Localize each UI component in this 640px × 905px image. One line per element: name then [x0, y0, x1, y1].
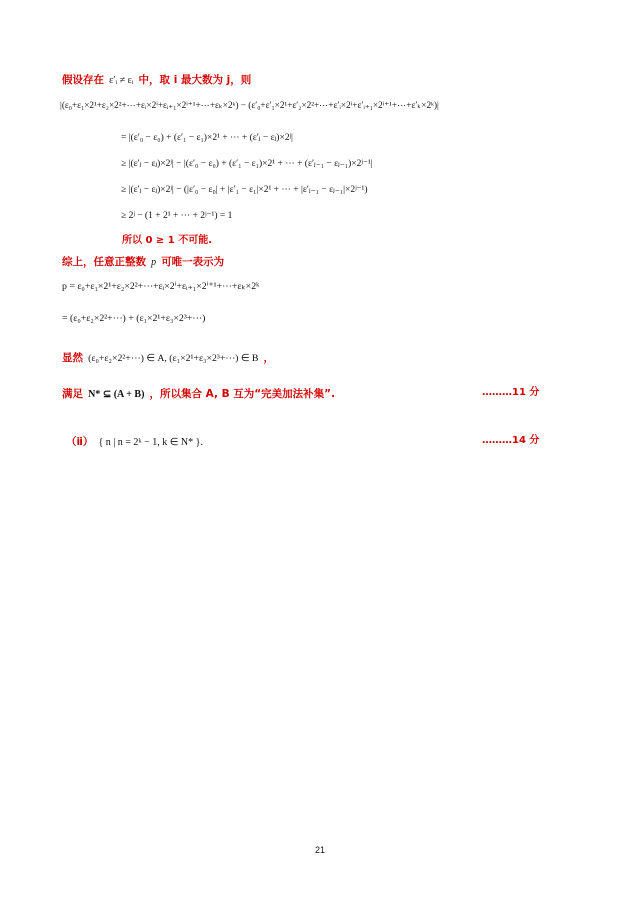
assumption-suffix: 中，取 i 最大数为 j，则 — [138, 74, 252, 86]
obviously-line — [62, 346, 274, 365]
part-ii-line — [66, 430, 203, 449]
obviously-expression: (ε₀+ε₂×2²+⋯) ∈ A, (ε₁×2¹+ε₃×2³+⋯) ∈ B — [88, 353, 259, 364]
summary-suffix: 可唯一表示为 — [161, 256, 225, 268]
score-marker-14: ………14 分 — [482, 435, 540, 446]
derivation-step-1: = |(ε′₀ − ε₀) + (ε′₁ − ε₁)×2¹ + ⋯ + (ε′ⱼ − εⱼ)×2ʲ| — [121, 133, 293, 143]
summary-prefix: 综上，任意正整数 — [62, 256, 146, 268]
contradiction-text: 所以 0 ≥ 1 不可能. — [122, 235, 213, 246]
conclusion-suffix: ，所以集合 A, B 互为“完美加法补集”. — [149, 388, 336, 400]
p-representation: p = ε₀+ε₁×2¹+ε₂×2²+⋯+εᵢ×2ⁱ+εᵢ₊₁×2ⁱ⁺¹+⋯+εₖ×2ᵏ — [62, 281, 260, 292]
derivation-step-3: ≥ |(ε′ⱼ − εⱼ)×2ʲ| − (|ε′₀ − ε₀| + |ε′₁ − ε₁|×2¹ + ⋯ + |ε′ⱼ₋₁ − εⱼ₋₁|×2ʲ⁻¹) — [121, 185, 368, 195]
part-ii-label: （ⅱ） — [66, 436, 94, 448]
conclusion-prefix: 满足 — [62, 388, 83, 400]
conclusion-expression: N* ⊆ (A + B) — [88, 389, 145, 400]
assumption-prefix: 假设存在 — [62, 74, 104, 86]
absolute-difference-expression: |(ε₀+ε₁×2¹+ε₂×2²+⋯+εᵢ×2ⁱ+εᵢ₊₁×2ⁱ⁺¹+⋯+εₖ×2ᵏ) − (ε′₀+ε′₁×2¹+ε′₂×2²+⋯+ε′ᵢ×2ⁱ+ε′ᵢ₊₁×2ⁱ⁺¹+⋯+ε′ₖ×2ᵏ)| — [60, 100, 439, 110]
derivation-step-2: ≥ |(ε′ⱼ − εⱼ)×2ʲ| − |(ε′₀ − ε₀) + (ε′₁ − ε₁)×2¹ + ⋯ + (ε′ⱼ₋₁ − εⱼ₋₁)×2ʲ⁻¹| — [121, 159, 373, 169]
part-ii-answer: { n | n = 2ᵏ − 1, k ∈ N* }. — [98, 437, 203, 448]
p-split-expression: = (ε₀+ε₂×2²+⋯) + (ε₁×2¹+ε₃×2³+⋯) — [62, 313, 206, 324]
page-number: 21 — [314, 845, 325, 855]
conclusion-line — [62, 382, 335, 401]
obviously-prefix: 显然 — [62, 352, 83, 364]
assumption-relation: ε′ᵢ ≠ εᵢ — [109, 75, 134, 86]
assumption-line — [62, 68, 251, 87]
summary-line — [62, 250, 224, 269]
score-marker-11: ………11 分 — [482, 387, 540, 398]
obviously-suffix: ， — [263, 352, 275, 364]
summary-variable: p — [151, 257, 157, 268]
derivation-step-4: ≥ 2ʲ − (1 + 2¹ + ⋯ + 2ʲ⁻¹) = 1 — [121, 211, 233, 221]
